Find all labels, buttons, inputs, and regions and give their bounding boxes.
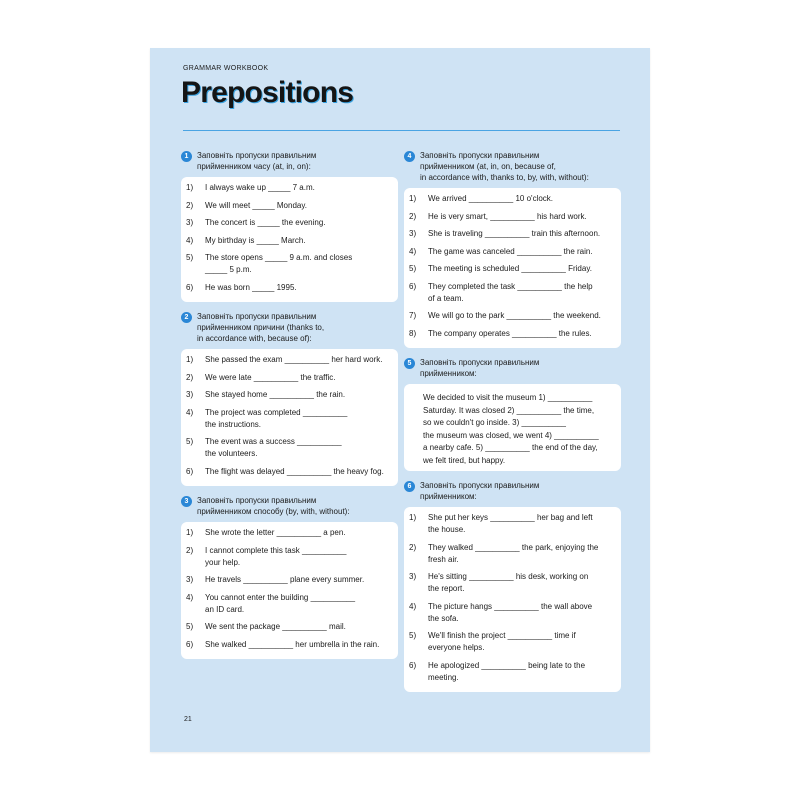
item-sentence: We were late __________ the traffic. bbox=[205, 372, 336, 382]
exercise-item bbox=[409, 281, 615, 305]
item-sentence: We will go to the park __________ the weekend. bbox=[428, 311, 601, 320]
exercise-card bbox=[404, 384, 621, 471]
item-sentence: The picture hangs __________ the wall above the sofa. bbox=[428, 601, 593, 623]
exercise-instruction: Заповніть пропуски правильним прийменником: bbox=[420, 481, 540, 501]
item-sentence: She put her keys __________ her bag and left the house. bbox=[428, 513, 593, 534]
item-number: 4) bbox=[409, 601, 417, 611]
exercise-item bbox=[409, 512, 615, 536]
exercise-section bbox=[181, 150, 398, 302]
item-number: 1) bbox=[186, 355, 194, 364]
item-sentence: You cannot enter the building __________ an ID card. bbox=[205, 592, 356, 614]
exercise-item bbox=[186, 235, 392, 247]
exercise-card bbox=[181, 349, 398, 486]
exercise-number-badge: 5 bbox=[404, 358, 415, 369]
item-number: 2) bbox=[186, 545, 194, 555]
item-number: 1) bbox=[409, 194, 417, 203]
exercise-item bbox=[186, 182, 392, 194]
exercise-item bbox=[409, 571, 615, 595]
exercise-section bbox=[181, 311, 398, 486]
exercise-item bbox=[409, 328, 615, 340]
item-number: 5) bbox=[186, 622, 194, 631]
item-sentence: We will meet _____ Monday. bbox=[205, 200, 307, 210]
item-number: 5) bbox=[186, 437, 194, 446]
exercise-instruction: Заповніть пропуски правильним прийменником причини (thanks to, in accordance with, because of): bbox=[197, 312, 325, 343]
item-number: 4) bbox=[409, 246, 417, 256]
item-sentence: We arrived __________ 10 o'clock. bbox=[428, 194, 554, 203]
item-sentence: We'll finish the project __________ time if everyone helps. bbox=[428, 631, 576, 652]
item-number: 7) bbox=[409, 311, 417, 320]
exercise-item bbox=[186, 545, 392, 569]
item-number: 5) bbox=[409, 264, 417, 273]
exercise-item bbox=[186, 372, 392, 384]
item-sentence: He travels __________ plane every summer. bbox=[205, 575, 365, 584]
exercise-header bbox=[181, 495, 398, 517]
item-sentence: I always wake up _____ 7 a.m. bbox=[205, 183, 315, 192]
exercise-item bbox=[186, 436, 392, 460]
exercise-item bbox=[186, 200, 392, 212]
item-sentence: The meeting is scheduled __________ Friday. bbox=[428, 264, 592, 273]
exercise-item bbox=[186, 354, 392, 366]
exercise-item bbox=[186, 592, 392, 616]
exercise-card bbox=[404, 188, 621, 348]
exercise-section bbox=[404, 150, 621, 348]
exercise-instruction: Заповніть пропуски правильним прийменником: bbox=[420, 358, 540, 378]
item-sentence: The project was completed __________ the instructions. bbox=[205, 407, 348, 429]
item-number: 3) bbox=[409, 572, 417, 581]
item-sentence: She passed the exam __________ her hard work. bbox=[205, 355, 383, 364]
exercise-item bbox=[409, 228, 615, 240]
exercise-card bbox=[404, 507, 621, 692]
exercise-item bbox=[186, 252, 392, 276]
item-number: 2) bbox=[409, 211, 417, 221]
item-number: 3) bbox=[409, 229, 417, 238]
exercise-header bbox=[404, 480, 621, 502]
title-divider bbox=[183, 130, 620, 131]
item-number: 1) bbox=[409, 513, 417, 522]
item-sentence: The event was a success __________ the volunteers. bbox=[205, 437, 342, 458]
exercise-item bbox=[409, 310, 615, 322]
exercise-item bbox=[409, 660, 615, 684]
item-sentence: She stayed home __________ the rain. bbox=[205, 390, 346, 399]
item-number: 3) bbox=[186, 218, 194, 227]
item-sentence: He is very smart, __________ his hard work. bbox=[428, 211, 587, 221]
exercise-section bbox=[181, 495, 398, 659]
exercise-number-badge: 2 bbox=[181, 312, 192, 323]
exercise-number-badge: 4 bbox=[404, 151, 415, 162]
item-number: 4) bbox=[186, 592, 194, 602]
right-column bbox=[404, 150, 621, 701]
workbook-page bbox=[150, 48, 650, 752]
item-number: 6) bbox=[409, 281, 417, 291]
item-number: 5) bbox=[409, 631, 417, 640]
exercise-instruction: Заповніть пропуски правильним прийменником способу (by, with, without): bbox=[197, 496, 350, 516]
item-sentence: The store opens _____ 9 a.m. and closes _____ 5 p.m. bbox=[205, 253, 353, 274]
exercise-header bbox=[404, 150, 621, 183]
item-number: 2) bbox=[409, 542, 417, 552]
exercise-instruction: Заповніть пропуски правильним прийменником часу (at, in, on): bbox=[197, 151, 317, 171]
item-sentence: The game was canceled __________ the rain. bbox=[428, 246, 593, 256]
item-sentence: The company operates __________ the rules. bbox=[428, 328, 592, 338]
exercise-item bbox=[186, 217, 392, 229]
exercise-item bbox=[186, 621, 392, 633]
exercise-section bbox=[404, 480, 621, 692]
item-number: 2) bbox=[186, 200, 194, 210]
item-number: 6) bbox=[186, 466, 194, 476]
item-number: 4) bbox=[186, 407, 194, 417]
item-sentence: The concert is _____ the evening. bbox=[205, 218, 326, 227]
left-column bbox=[181, 150, 398, 668]
exercise-number-badge: 3 bbox=[181, 496, 192, 507]
item-sentence: She is traveling __________ train this afternoon. bbox=[428, 229, 601, 238]
exercise-item bbox=[186, 527, 392, 539]
exercise-instruction: Заповніть пропуски правильним прийменником (at, in, on, because of, in accordance with, thanks to, by, with, without): bbox=[420, 151, 589, 182]
item-sentence: She walked __________ her umbrella in the rain. bbox=[205, 639, 380, 649]
exercise-item bbox=[186, 407, 392, 431]
exercise-header bbox=[181, 311, 398, 344]
item-sentence: She wrote the letter __________ a pen. bbox=[205, 528, 346, 537]
item-sentence: They completed the task __________ the help of a team. bbox=[428, 281, 593, 303]
item-number: 1) bbox=[186, 528, 194, 537]
exercise-item bbox=[186, 282, 392, 294]
exercise-item bbox=[409, 630, 615, 654]
item-number: 2) bbox=[186, 372, 194, 382]
item-sentence: I cannot complete this task __________ your help. bbox=[205, 545, 347, 567]
exercise-header bbox=[404, 357, 621, 379]
item-number: 6) bbox=[186, 282, 194, 292]
exercise-number-badge: 6 bbox=[404, 481, 415, 492]
exercise-card bbox=[181, 522, 398, 659]
exercise-item bbox=[409, 193, 615, 205]
exercise-item bbox=[409, 542, 615, 566]
item-sentence: He apologized __________ being late to the meeting. bbox=[428, 660, 586, 682]
exercise-header bbox=[181, 150, 398, 172]
page-title: Prepositions bbox=[181, 76, 354, 109]
item-number: 3) bbox=[186, 390, 194, 399]
workbook-kicker: GRAMMAR WORKBOOK bbox=[183, 65, 269, 72]
exercise-item bbox=[409, 246, 615, 258]
exercise-item bbox=[409, 601, 615, 625]
item-number: 8) bbox=[409, 328, 417, 338]
item-number: 6) bbox=[409, 660, 417, 670]
exercise-section bbox=[404, 357, 621, 471]
item-sentence: They walked __________ the park, enjoying the fresh air. bbox=[428, 542, 599, 564]
exercise-item bbox=[186, 466, 392, 478]
item-number: 6) bbox=[186, 639, 194, 649]
exercise-card bbox=[181, 177, 398, 302]
item-sentence: The flight was delayed __________ the heavy fog. bbox=[205, 466, 384, 476]
exercise-item bbox=[186, 639, 392, 651]
exercise-item bbox=[409, 211, 615, 223]
exercise-item bbox=[186, 574, 392, 586]
item-sentence: He was born _____ 1995. bbox=[205, 282, 297, 292]
exercise-number-badge: 1 bbox=[181, 151, 192, 162]
item-sentence: We sent the package __________ mail. bbox=[205, 622, 346, 631]
item-number: 4) bbox=[186, 235, 194, 245]
exercise-paragraph: We decided to visit the museum 1) __________ Saturday. It was closed 2) __________ the time, so we couldn't go inside. 3) __________ the museum was closed, we went 4) __________ a nearby cafe. 5) __________ the end of the day, we felt tired, but happy. bbox=[423, 393, 599, 465]
item-number: 5) bbox=[186, 253, 194, 262]
exercise-item bbox=[409, 263, 615, 275]
item-sentence: My birthday is _____ March. bbox=[205, 235, 306, 245]
page-number: 21 bbox=[184, 716, 192, 723]
item-number: 1) bbox=[186, 183, 194, 192]
exercise-item bbox=[186, 389, 392, 401]
item-sentence: He's sitting __________ his desk, working on the report. bbox=[428, 572, 589, 593]
item-number: 3) bbox=[186, 575, 194, 584]
